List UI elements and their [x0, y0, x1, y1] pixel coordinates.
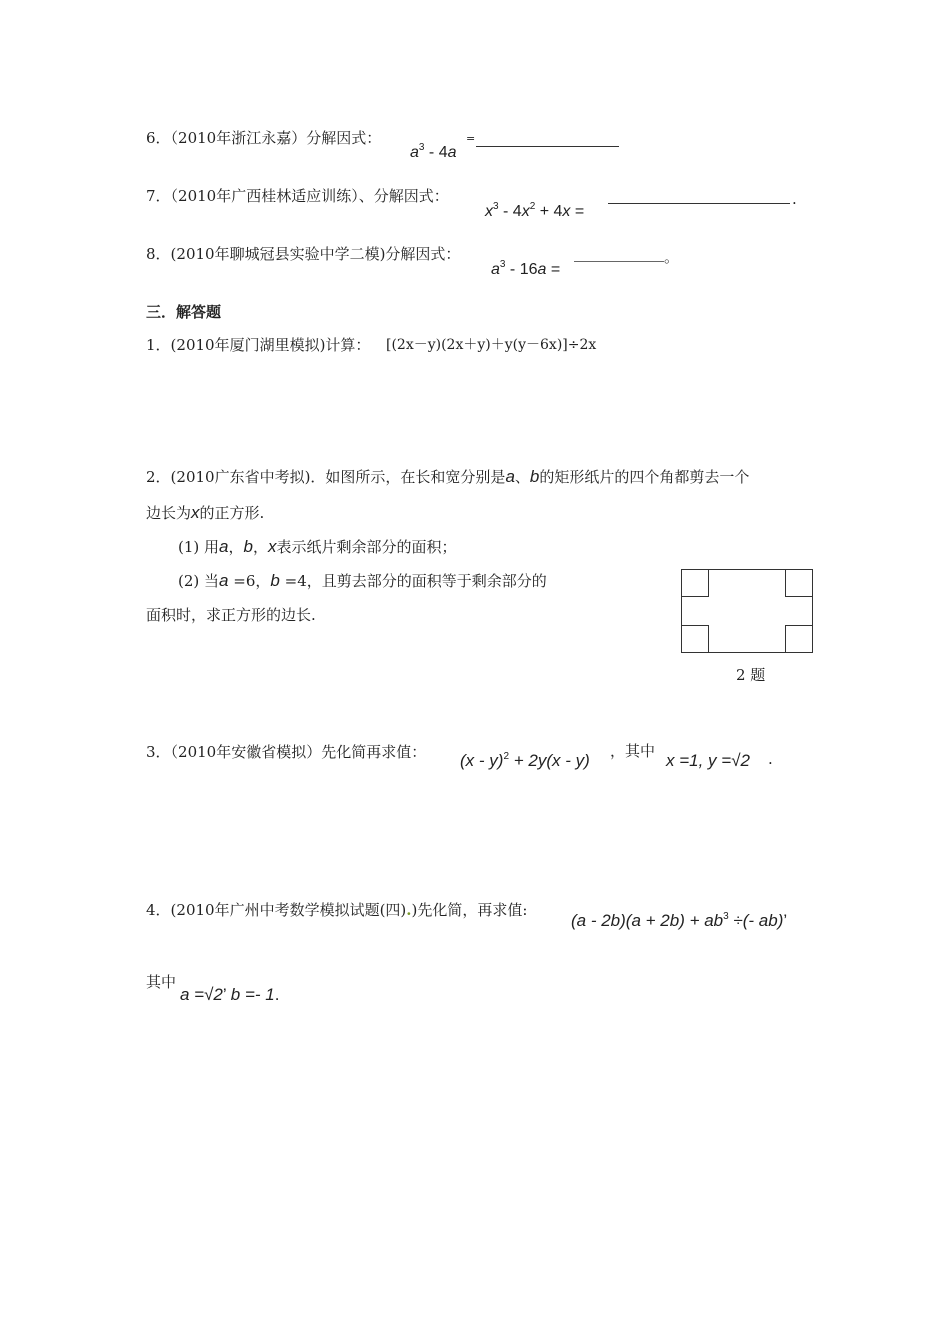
q6-var-a: a [410, 144, 419, 161]
p4-exp3: 3 [723, 911, 729, 922]
p4-cond-b: b =- 1 [230, 985, 275, 1004]
q7-var-x: x [485, 203, 493, 220]
q6-var-a2: a [447, 144, 457, 161]
q7-var-x2: x [521, 203, 530, 220]
q6-exponent: 3 [418, 142, 425, 153]
q7-var-x3: x [562, 203, 571, 220]
q6-minus4: - 4 [424, 144, 448, 161]
p1-expression: [(2x－y)(2x＋y)＋y(y－6x)]÷2x [386, 337, 597, 353]
q7-period: . [792, 190, 797, 208]
p2-line1 [146, 468, 749, 485]
p2-rectangle-figure [681, 569, 813, 653]
p2-var-x: x [191, 503, 200, 522]
q7-plus4: + 4 [535, 203, 563, 220]
q8-label: 8．(2010年聊城冠县实验中学二模)分解因式： [146, 245, 461, 263]
p2-line2-text-b: 的正方形. [199, 504, 265, 522]
corner-square-top-left [681, 569, 709, 597]
q6-label: 6．（2010年浙江永嘉）分解因式： [146, 129, 382, 147]
q7-answer-blank[interactable] [608, 203, 790, 204]
q6-expression [410, 143, 457, 161]
q7-equals: = [570, 203, 585, 220]
p4-line2-label: 其中 [146, 973, 177, 991]
p2-sub2-b-value: =4，且剪去部分的面积等于剩余部分的 [279, 572, 547, 590]
q8-equals: = [546, 261, 561, 278]
q6-answer-blank[interactable] [476, 146, 619, 147]
p3-condition: x =1, y =√2 [666, 751, 750, 770]
p4-expr-part1: (a - 2b)(a + 2b) + ab [571, 911, 724, 930]
p2-sep: 、 [514, 468, 530, 486]
p2-figure-caption: 2 题 [736, 666, 766, 684]
corner-square-bottom-right [785, 625, 813, 653]
p2-sub2-var-a: a [219, 571, 229, 590]
p2-line1-text-a: 2．(2010广东省中考拟)．如图所示，在长和宽分别是 [146, 468, 506, 486]
p4-cond-a: a =√2 [180, 985, 223, 1004]
p2-sub1-var-x: x [268, 537, 277, 556]
p2-sub1-var-a: a [219, 537, 229, 556]
p2-var-a: a [505, 467, 515, 486]
q7-minus4: - 4 [498, 203, 522, 220]
p4-label-text: 4．(2010年广州中考数学模拟试题(四) [146, 901, 407, 919]
p2-sub2-line2: 面积时，求正方形的边长. [146, 606, 316, 624]
p2-sub1-comma2: ， [252, 538, 268, 556]
p4-comma: ’ [783, 911, 788, 930]
q8-var-a: a [491, 261, 500, 278]
p3-expr-part1: (x - y) [460, 751, 504, 770]
p2-sub2 [178, 572, 547, 589]
q6-equals: = [466, 132, 476, 145]
p4-expr-part2: ÷(- ab) [728, 911, 784, 930]
p2-sub2-var-b: b [270, 571, 280, 590]
p3-expression [460, 752, 590, 769]
p4-cond-sep: ’ [222, 985, 227, 1004]
q8-end-mark: 。 [664, 248, 680, 266]
p3-exp2: 2 [503, 751, 509, 762]
p3-mid: ，其中 [610, 742, 656, 760]
p4-label-text2: )先化简，再求值: [411, 901, 528, 919]
p2-line2 [146, 504, 264, 521]
corner-square-top-right [785, 569, 813, 597]
q8-minus16: - 16 [505, 261, 538, 278]
q7-exp3: 3 [493, 201, 499, 212]
p2-var-b: b [529, 467, 540, 486]
p4-label [146, 903, 527, 918]
p4-period: . [274, 985, 280, 1004]
p4-expression [571, 912, 787, 929]
p2-line1-text-b: 的矩形纸片的四个角都剪去一个 [539, 468, 750, 486]
p2-sub1-var-b: b [243, 537, 253, 556]
p2-sub1-comma1: ， [228, 538, 244, 556]
p2-sub2-a-value: =6， [228, 572, 271, 590]
q7-expression [485, 202, 584, 220]
q8-answer-blank[interactable] [574, 261, 664, 262]
q8-exp3: 3 [499, 259, 506, 270]
p4-marker-dot: . [406, 901, 412, 919]
p2-line2-text-a: 边长为 [146, 504, 192, 522]
p1-label: 1．(2010年厦门湖里模拟)计算： [146, 336, 371, 354]
p2-sub1 [178, 538, 457, 555]
q7-label: 7．（2010年广西桂林适应训练）、分解因式： [146, 187, 449, 205]
p3-label: 3．（2010年安徽省模拟）先化简再求值： [146, 743, 427, 761]
p2-sub1-text-a: (1) 用 [178, 538, 220, 556]
p3-period: . [768, 750, 773, 768]
q7-exp2: 2 [529, 201, 536, 212]
q8-expression [491, 260, 560, 278]
p3-expr-part2: + 2y(x - y) [509, 751, 590, 770]
p2-sub2-text-a: (2) 当 [178, 572, 220, 590]
section-title: 三．解答题 [146, 303, 222, 321]
p4-conditions [180, 986, 279, 1003]
corner-square-bottom-left [681, 625, 709, 653]
p2-sub1-text-b: 表示纸片剩余部分的面积； [276, 538, 457, 556]
q8-var-a2: a [537, 261, 547, 278]
